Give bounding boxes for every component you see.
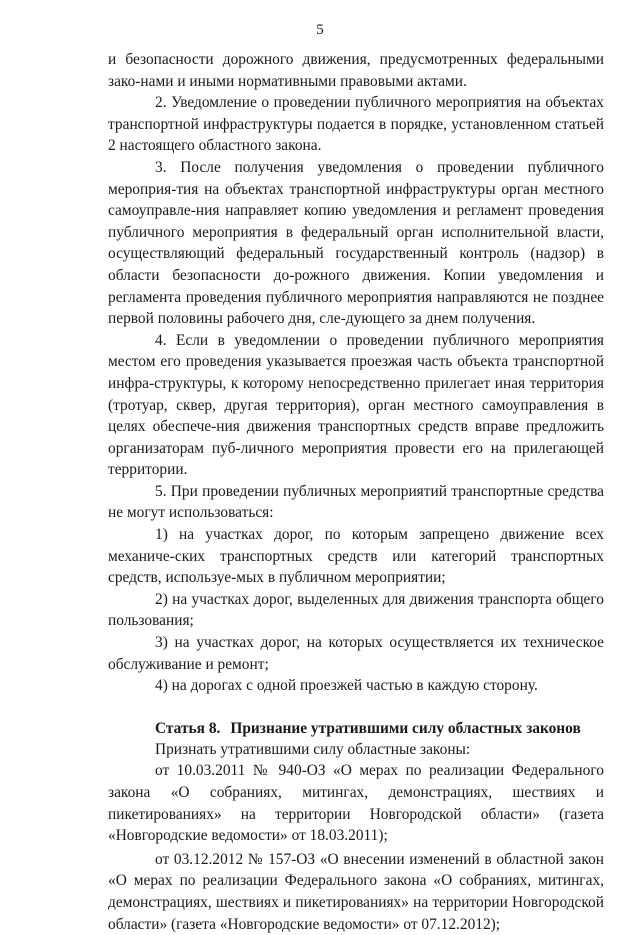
- paragraph-item-4: 4. Если в уведомлении о проведении публичного мероприятия местом его проведения указывается проезжая часть объекта транспортной инфра-структуры, к которому непосредственно прилегает иная территория (тротуар, сквер, другая территория), орган местного самоуправления в целях обеспече-ния движения транспортных средств вправе предложить организаторам пуб-личного мероприятия провести его на прилегающей территории.: [108, 331, 604, 479]
- paragraph-item-2: 2. Уведомление о проведении публичного мероприятия на объектах транспортной инфраструктуры подается в порядке, установленном статьей 2 настоящего областного закона.: [108, 94, 604, 155]
- article-intro: Признать утратившими силу областные законы:: [155, 740, 471, 758]
- subitem-1: 1) на участках дорог, по которым запрещено движение всех механиче-ских транспортных средств или категорий транспортных средств, используе-мых в публичном мероприятии;: [108, 526, 604, 587]
- article-title: Признание утратившими силу областных законов: [230, 719, 581, 737]
- subitem-2: 2) на участках дорог, выделенных для движения транспорта общего пользования;: [108, 590, 604, 630]
- repealed-law-2: от 03.12.2012 № 157-ОЗ «О внесении изменений в областной закон «О мерах по реализации Федерального закона «О собраниях, митингах, демонстрациях, шествиях и пикетированиях» на территории Новгородской области» (газета «Новгородские ведомости» от 07.12.2012);: [108, 850, 604, 933]
- subitem-4: 4) на дорогах с одной проезжей частью в каждую сторону.: [155, 677, 538, 695]
- article-heading: [108, 718, 604, 739]
- paragraph-item-3: 3. После получения уведомления о проведении публичного мероприя-тия на объектах транспортной инфраструктуры орган местного самоуправле-ния направляет копию уведомления и регламент проведения публичного мероприятия в федеральный орган исполнительной власти, осуществляющий федеральный государственный контроль (надзор) в области безопасности до-рожного движения. Копии уведомления и регламента проведения публичного мероприятия направляются не позднее первой половины рабочего дня, сле-дующего за днем получения.: [108, 158, 604, 328]
- document-body: [108, 49, 604, 935]
- repealed-law-1: от 10.03.2011 № 940-ОЗ «О мерах по реализации Федерального закона «О собраниях, митингах, демонстрациях, шествиях и пикетированиях» на территории Новгородской области» (газета «Новгородские ведомости» от 18.03.2011);: [108, 762, 604, 845]
- article-number: Статья 8.: [155, 719, 221, 737]
- paragraph-item-5: 5. При проведении публичных мероприятий транспортные средства не могут использоваться:: [108, 482, 604, 522]
- page-number: 5: [316, 22, 324, 38]
- subitem-3: 3) на участках дорог, на которых осуществляется их техническое обслуживание и ремонт;: [108, 634, 604, 673]
- paragraph-continuation: и безопасности дорожного движения, предусмотренных федеральными зако-нами и иными нормативными правовыми актами.: [108, 51, 604, 90]
